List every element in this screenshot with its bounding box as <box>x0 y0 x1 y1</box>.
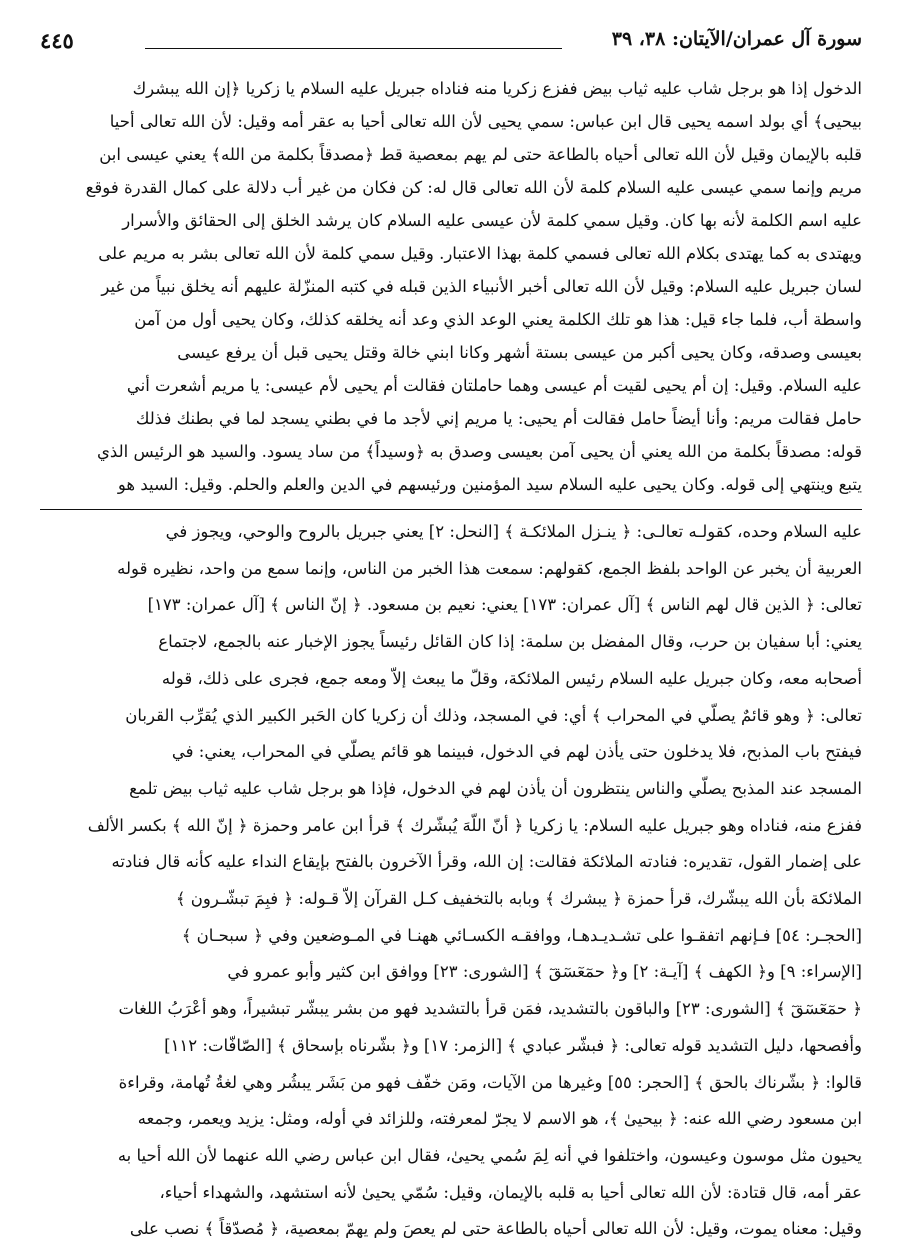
main-tafsir-text <box>40 72 862 501</box>
main-text-line: يتبع وينتهي إلى قوله. وكان يحيى عليه السلام سيد المؤمنين ورئيسهم في الدين والعلم والحلم. وقيل: السيد هو <box>117 475 862 494</box>
commentary-text <box>40 514 862 1248</box>
commentary-line: قالوا: ﴿ بشّرناك بالحق ﴾ [الحجر: ٥٥] وغيرها من الآيات، ومَن خفّف فهو من بَشَر يبشُر وهي لغةُ تُهامة، وقراءة <box>118 1072 862 1092</box>
commentary-line: وأفصحها، دليل التشديد قوله تعالى: ﴿ فبشّر عبادي ﴾ [الزمر: ١٧] و﴿ بشّرناه بإسحاق ﴾ [الصّافّات: ١١٢] <box>164 1035 862 1055</box>
commentary-line: أصحابه معه، وكان جبريل عليه السلام رئيس الملائكة، وقلّ ما يبعث إلاّ ومعه جمع، فجرى على ذلك، قوله <box>161 668 862 688</box>
header-rule <box>145 48 562 49</box>
main-text-line: الدخول إذا هو برجل شاب عليه ثياب بيض ففزع زكريا منه فناداه جبريل عليه السلام يا زكريا ﴿إن الله يبشرك <box>132 79 862 98</box>
main-text-line: لسان جبريل عليه السلام: وقيل لأن الله تعالى أخبر الأنبياء الذين قبله في كتبه المنزّلة عليهم أنه يخلق نبياً من غير <box>101 277 862 296</box>
commentary-line: ابن مسعود رضي الله عنه: ﴿ بيحيىٰ ﴾، هو الاسم لا يجرّ لمعرفته، وللزائد في أوله، ومثل: يزيد ويعمر، وجمعه <box>137 1109 862 1129</box>
commentary-line: ﴿ حمٓعٓسٓقٓ ﴾ [الشورى: ٢٣] والباقون بالتشديد، فمَن قرأ بالتشديد فهو من بشر يبشّر تبشيراً، وهو أعْرَبُ اللغات <box>118 999 862 1019</box>
main-text-line: عليه السلام. وقيل: إن أم يحيى لقيت أم عيسى وهما حاملتان فقالت أم يحيى لأم عيسى: يا مريم أشعرت أني <box>126 376 862 395</box>
commentary-line: الملائكة بأن الله يبشّرك، قرأ حمزة ﴿ يبشرك ﴾ وبابه بالتخفيف كـل القرآن إلاّ قـوله: ﴿ فبِمَ تبشّـرون ﴾ <box>175 889 862 909</box>
running-header <box>40 26 862 62</box>
page-number: ٤٤٥ <box>40 28 74 53</box>
commentary-line: تعالى: ﴿ الذين قال لهم الناس ﴾ [آل عمران: ١٧٣] يعني: نعيم بن مسعود. ﴿ إنّ الناس ﴾ [آل عمران: ١٧٣] <box>147 595 862 615</box>
commentary-line: تعالى: ﴿ وهو قائمٌ يصلّي في المحراب ﴾ أي: في المسجد، وذلك أن زكريا كان الحَبر الكبير الذي يُقرِّب القربان <box>125 705 862 725</box>
main-text-line: قلبه بالإيمان وقيل لأن الله تعالى أحياه بالطاعة حتى لم يهم بمعصية قط ﴿مصدقاً بكلمة من الله﴾ يعني عيسى ابن <box>99 145 862 164</box>
main-text-line: بعيسى وصدقه، وكان يحيى أكبر من عيسى بستة أشهر وكانا ابني خالة وقتل يحيى قبل أن يرفع عيسى <box>177 343 862 362</box>
commentary-line: [الإسراء: ٩] و﴿ الكهف ﴾ [آيـة: ٢] و﴿ حمٓعٓسٓقٓ ﴾ [الشورى: ٢٣] ووافق ابن كثير وأبو عمرو في <box>227 962 862 982</box>
commentary-line: ففزع منه، فناداه وهو جبريل عليه السلام: يا زكريا ﴿ أنّ اللّهَ يُبشّرك ﴾ قرأ ابن عامر وحمزة ﴿ إنّ الله ﴾ بكسر الألف <box>87 815 862 835</box>
commentary-line: يحيون مثل موسون وعيسون، واختلفوا في أنه لِمَ سُمي يحيىٰ، فقال ابن عباس رضي الله عنهما لأن الله أحيا به <box>117 1145 862 1165</box>
footnote-separator <box>40 509 862 510</box>
commentary-line: على إضمار القول، تقديره: فنادته الملائكة فقالت: إن الله، وقرأ الآخرون بالفتح بإيقاع النداء عليه كأنه قال فنادته <box>111 852 862 872</box>
commentary-line: المسجد عند المذبح يصلّي والناس ينتظرون أن يأذن لهم في الدخول، فإذا هو برجل شاب عليه ثياب بيض تلمع <box>129 778 862 798</box>
commentary-line: [الحجـر: ٥٤] فـإنهم اتفقـوا على تشـديـدهـا، ووافقـه الكسـائي ههنـا في المـوضعين وفي ﴿ سبحـان ﴾ <box>181 925 862 945</box>
main-text-line: عليه اسم الكلمة لأنه بها كان. وقيل سمي كلمة لأن عيسى عليه السلام كان يرشد الخلق إلى الحقائق والأسرار <box>122 211 862 230</box>
surah-title: سورة آل عمران/الآيتان: ٣٨، ٣٩ <box>611 28 862 50</box>
main-text-line: واسطة أب، فلما جاء قيل: هذا هو تلك الكلمة يعني الوعد الذي وعد أنه يخلقه كذلك، وكان يحيى أول من آمن <box>134 310 862 329</box>
main-text-line: بيحيى﴾ أي بولد اسمه يحيى قال ابن عباس: سمي يحيى لأن الله تعالى أحيا به عقر أمه وقيل: لأن الله تعالى أحيا <box>109 112 862 131</box>
commentary-line: فيفتح باب المذبح، فلا يدخلون حتى يأذن لهم في الدخول، فبينما هو قائم يصلّي في المحراب، يعني: في <box>171 742 862 762</box>
main-text-line: ويهتدى به كما يهتدى بكلام الله تعالى فسمي كلمة بهذا الاعتبار. وقيل سمي كلمة لأن الله تعالى بشر به مريم على <box>98 244 862 263</box>
commentary-line: يعني: أبا سفيان بن حرب، وقال المفضل بن سلمة: إذا كان القائل رئيساً يجوز الإخبار عنه بالجمع، لاجتماع <box>158 632 862 652</box>
commentary-line: عليه السلام وحده، كقولـه تعالـى: ﴿ ينـزل الملائكـة ﴾ [النحل: ٢] يعني جبريل بالروح والوحي، ويجوز في <box>165 522 862 541</box>
commentary-line: وقيل: معناه يموت، وقيل: لأن الله تعالى أحياه بالطاعة حتى لم يعصَ ولم يهمّ بمعصية، ﴿ مُصدّقاً ﴾ نصب على <box>129 1219 862 1239</box>
main-text-line: قوله: مصدقاً بكلمة من الله يعني أن يحيى آمن بعيسى وصدق به ﴿وسيداً﴾ من ساد يسود. والسيد هو الرئيس الذي <box>97 442 862 461</box>
main-text-line: مريم وإنما سمي عيسى عليه السلام كلمة لأن الله تعالى قال له: كن فكان من غير أب دلالة على كمال القدرة فوقع <box>85 178 862 197</box>
main-text-line: حامل فقالت مريم: وأنا أيضاً حامل فقالت أم يحيى: يا مريم إني لأجد ما في بطني يسجد لما في بطنك فذلك <box>135 409 862 428</box>
commentary-line: العربية أن يخبر عن الواحد بلفظ الجمع، كقولهم: سمعت هذا الخبر من الناس، وإنما سمع من واحد، نظيره قوله <box>117 558 862 578</box>
commentary-line: عقر أمه، قال قتادة: لأن الله تعالى أحيا به قلبه بالإيمان، وقيل: سُمّي يحيىٰ لأنه استشهد، والشهداء أحياء، <box>159 1182 862 1202</box>
